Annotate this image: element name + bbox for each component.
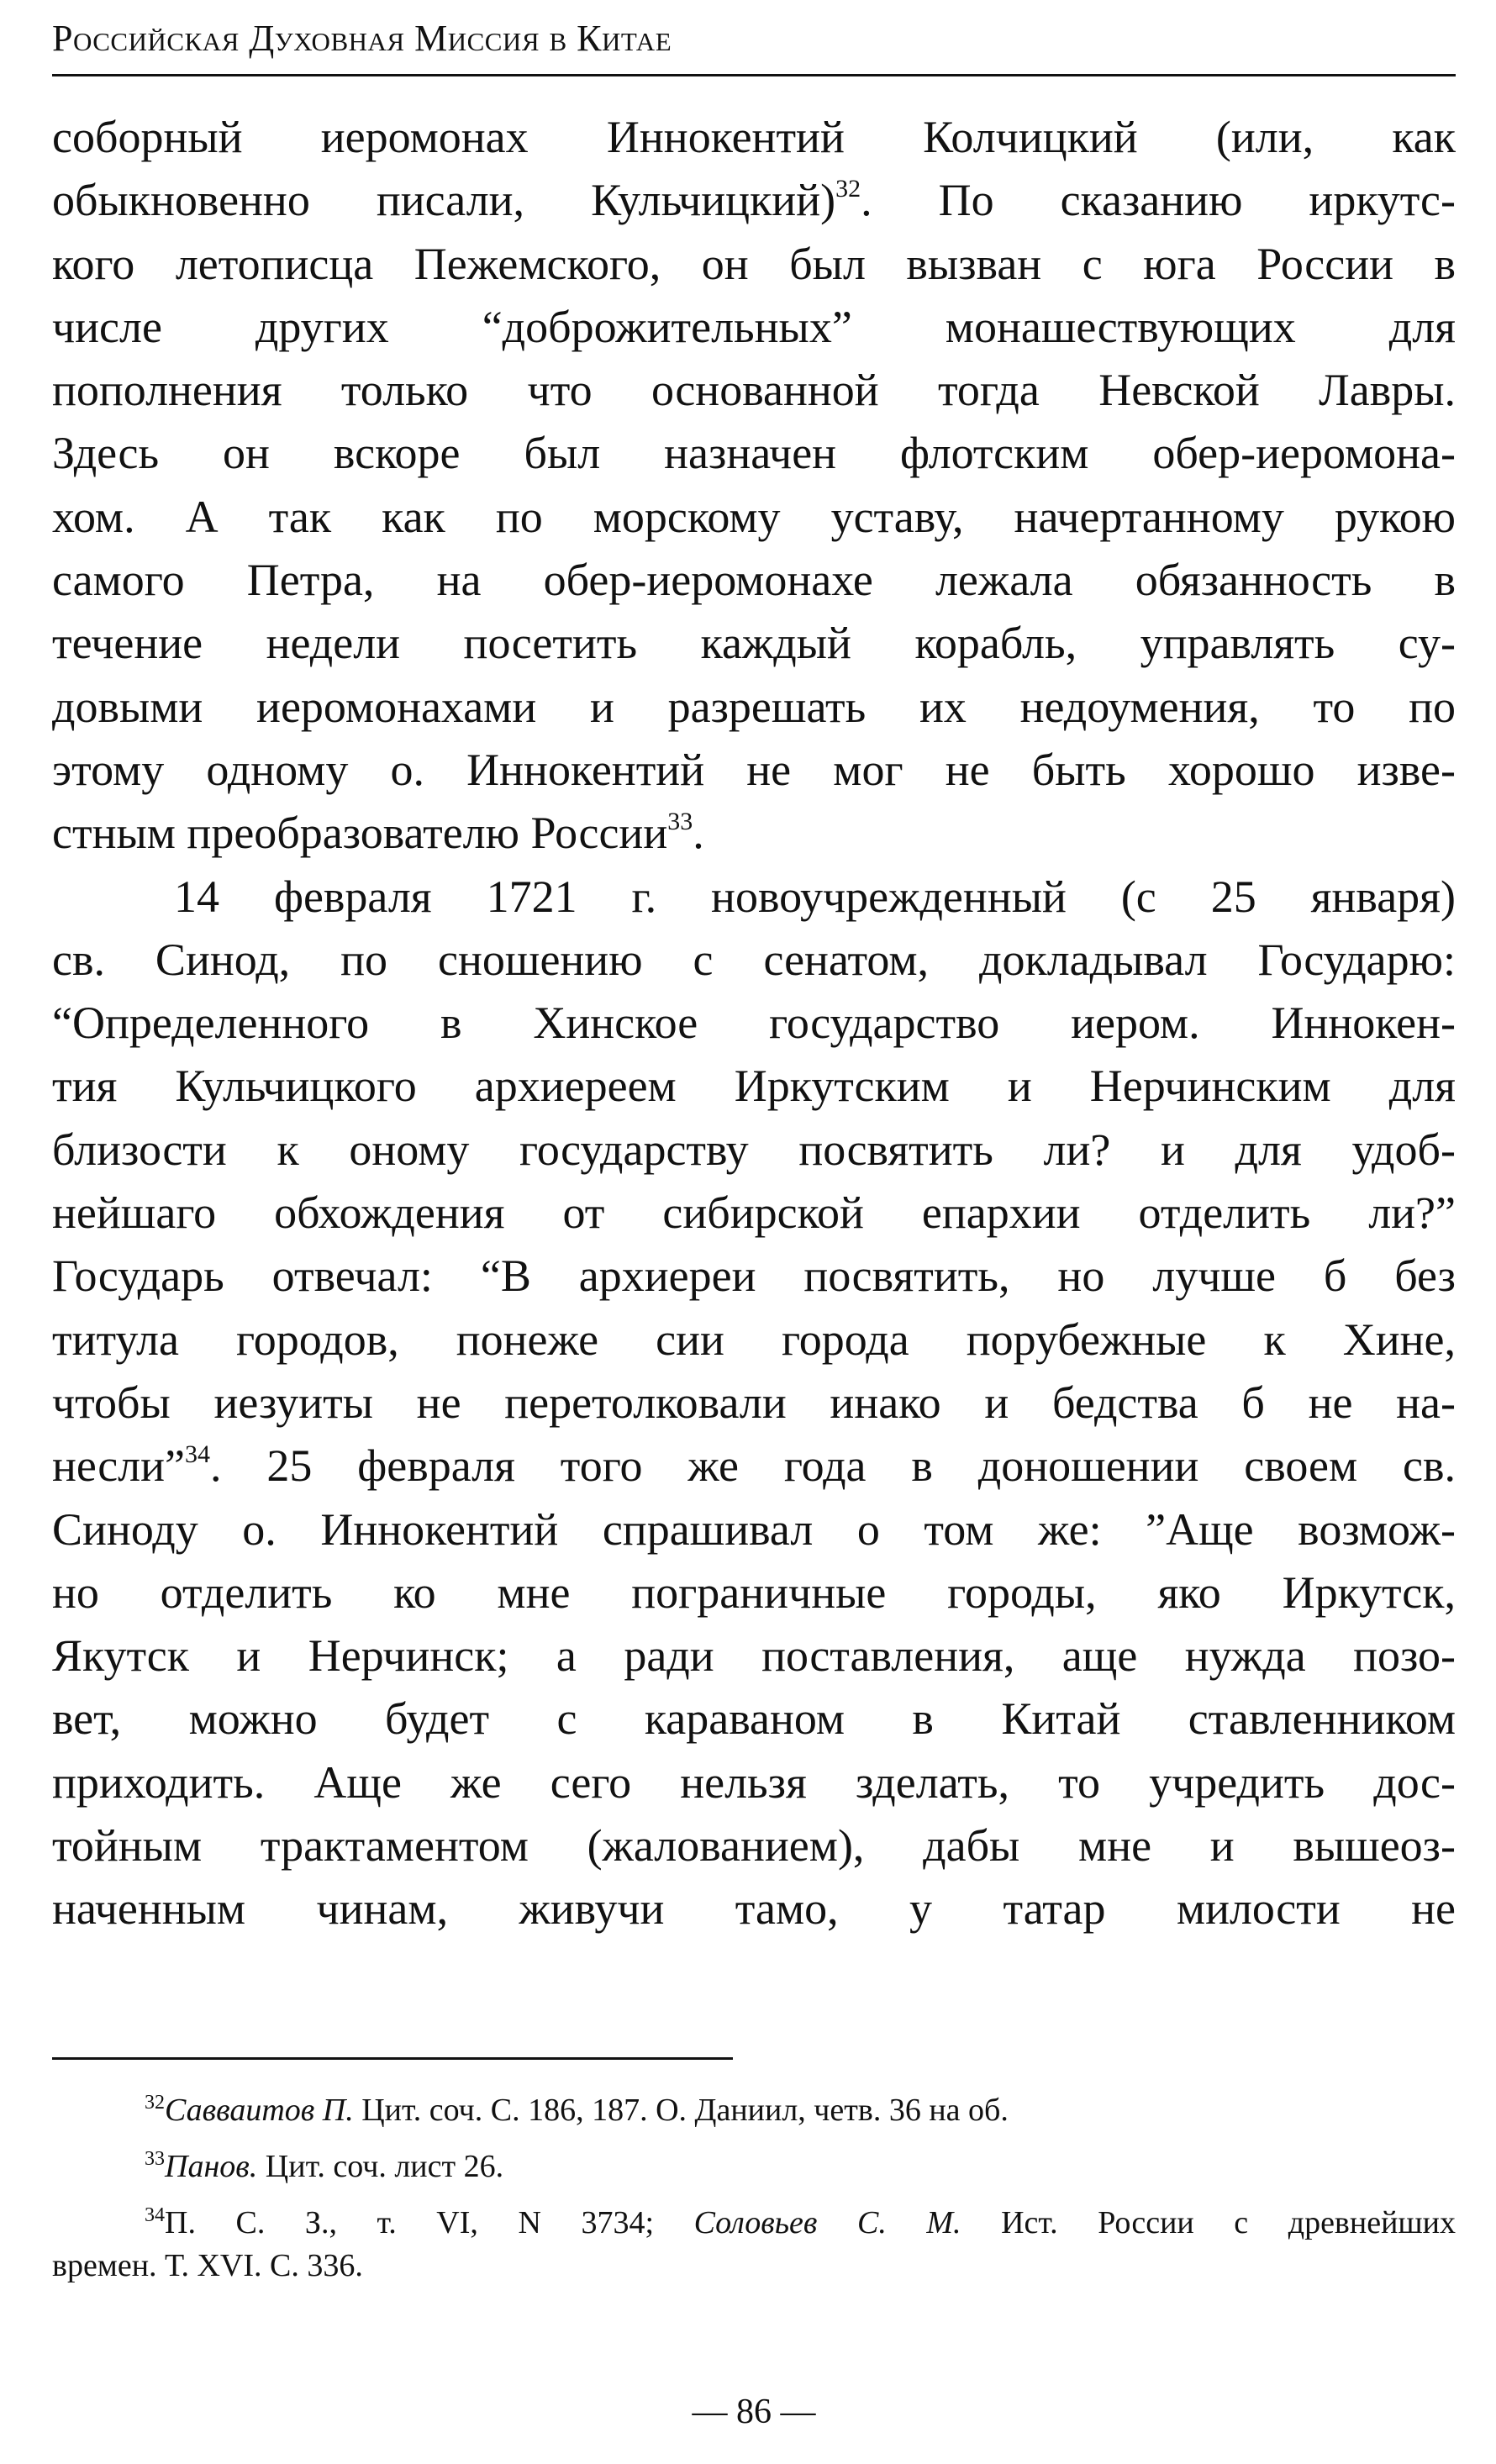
text-line-content: 14 февраля 1721 г. новоучрежденный (с 25 января) [174,871,1456,922]
text-line [52,233,1456,296]
page-number: — 86 — [692,2393,816,2431]
footnote-separator [52,2057,733,2060]
footnote-author: Савваитов П. [165,2093,354,2128]
text-line-content: Синоду о. Иннокентий спрашивал о том же: ”Аще возмож- [52,1503,1456,1555]
footnote-reference: 32 [835,175,861,203]
text-line-continuation: . [693,808,704,859]
footnote-text: Цит. соч. лист 26. [257,2149,504,2184]
text-line [52,1498,1456,1561]
footnote-32 [52,2089,1456,2132]
text-line-content: соборный иеромонах Иннокентий Колчицкий (или, как [52,112,1456,162]
footnote-line [52,2202,1456,2245]
text-line-content: близости к оному государству посвятить ли? и для удоб- [52,1124,1456,1175]
text-line [52,1182,1456,1245]
text-line-content: пополнения только что основанной тогда Невской Лавры. [52,365,1456,416]
text-line [52,359,1456,422]
footnote-author: Панов. [165,2149,258,2184]
text-line [52,1055,1456,1118]
text-line-content: титула городов, понеже сии города порубежные к Хине, [52,1314,1456,1365]
text-line [52,739,1456,802]
text-line [52,1561,1456,1624]
running-title [52,15,672,62]
text-line-content: обыкновенно писали, Кульчицкий) [52,175,836,226]
text-line [52,422,1456,485]
text-line [52,1245,1456,1308]
text-line [52,169,1456,232]
text-line [52,1119,1456,1182]
text-line [52,486,1456,549]
footnote-source: П. С. З., т. VI, N 3734; [165,2205,694,2240]
text-line [52,1814,1456,1877]
text-line [52,866,1456,929]
footnote-reference: 33 [667,808,693,836]
text-line [52,549,1456,612]
footnote-continuation: времен. Т. XVI. С. 336. [52,2248,363,2283]
text-line-content: течение недели посетить каждый корабль, управлять су- [52,618,1456,669]
header-rule [52,74,1456,76]
text-line [52,1372,1456,1435]
text-line-content: хом. А так как по морскому уставу, начертанному рукою [52,491,1456,542]
text-line [52,1435,1456,1498]
text-line [52,1624,1456,1687]
text-line [52,612,1456,675]
text-line-content: приходить. Аще же сего нельзя зделать, то учредить дос- [52,1756,1456,1808]
text-line-content: но отделить ко мне пограничные городы, яко Иркутск, [52,1566,1456,1618]
footnote-33 [52,2145,1456,2188]
text-line-content: Здесь он вскоре был назначен флотским обер-иеромона- [52,428,1456,479]
text-line-content: несли” [52,1440,185,1492]
running-title-text: Российская Духовная Миссия в Китае [52,18,672,59]
text-line-content: довыми иеромонахами и разрешать их недоумения, то по [52,681,1456,732]
text-line-content: чтобы иезуиты не перетолковали инако и бедства б не на- [52,1377,1456,1428]
footnote-line [52,2145,1456,2188]
footnote-number: 32 [145,2092,165,2114]
text-line [52,1687,1456,1751]
footnote-author: Соловьев С. М. [693,2205,961,2240]
footnote-spacer [52,2188,1456,2202]
text-line-content: вет, можно будет с караваном в Китай ставленником [52,1693,1456,1745]
footnote-text: Ист. России с древнейших [961,2205,1456,2240]
footnote-line [52,2089,1456,2132]
text-line [52,802,1456,865]
footnote-text: Цит. соч. С. 186, 187. О. Даниил, четв. 36 на об. [353,2093,1009,2128]
main-text [52,106,1456,1941]
text-line-content: св. Синод, по сношению с сенатом, докладывал Государю: [52,934,1456,985]
footnotes [52,2089,1456,2288]
footnote-reference: 34 [185,1440,210,1469]
text-line-content: тия Кульчицкого архиереем Иркутским и Нерчинским для [52,1061,1456,1112]
text-line [52,929,1456,992]
text-line [52,296,1456,359]
text-line [52,1308,1456,1372]
footnote-number: 33 [145,2148,165,2170]
text-line-content: числе других “доброжительных” монашествующих для [52,301,1456,352]
footnote-34 [52,2202,1456,2288]
text-line-content: этому одному о. Иннокентий не мог не быть хорошо изве- [52,744,1456,795]
footnote-number: 34 [145,2204,165,2226]
text-line-content: наченным чинам, живучи тамо, у татар милости не [52,1883,1456,1935]
text-line-content: нейшаго обхождения от сибирской епархии отделить ли?” [52,1187,1456,1239]
footnote-spacer [52,2132,1456,2145]
text-line [52,1877,1456,1940]
text-line [52,1751,1456,1814]
text-line-content: тойным трактаментом (жалованием), дабы мне и вышеоз- [52,1820,1456,1872]
book-page [52,0,1456,2464]
text-line [52,106,1456,169]
text-line-content: стным преобразователю России [52,808,668,859]
text-line-content: Якутск и Нерчинск; а ради поставления, аще нужда позо- [52,1630,1456,1682]
text-line-content: самого Петра, на обер-иеромонахе лежала обязанность в [52,555,1456,606]
text-line-continuation: . 25 февраля того же года в доношении своем св. [210,1440,1456,1492]
text-line-content: “Определенного в Хинское государство иером. Иннокен- [52,998,1456,1049]
text-line [52,992,1456,1055]
text-line [52,676,1456,739]
text-line-content: кого летописца Пежемского, он был вызван с юга России в [52,238,1456,289]
text-line-content: Государь отвечал: “В архиереи посвятить, но лучше б без [52,1250,1456,1302]
text-line-continuation: . По сказанию иркутс- [861,175,1456,226]
